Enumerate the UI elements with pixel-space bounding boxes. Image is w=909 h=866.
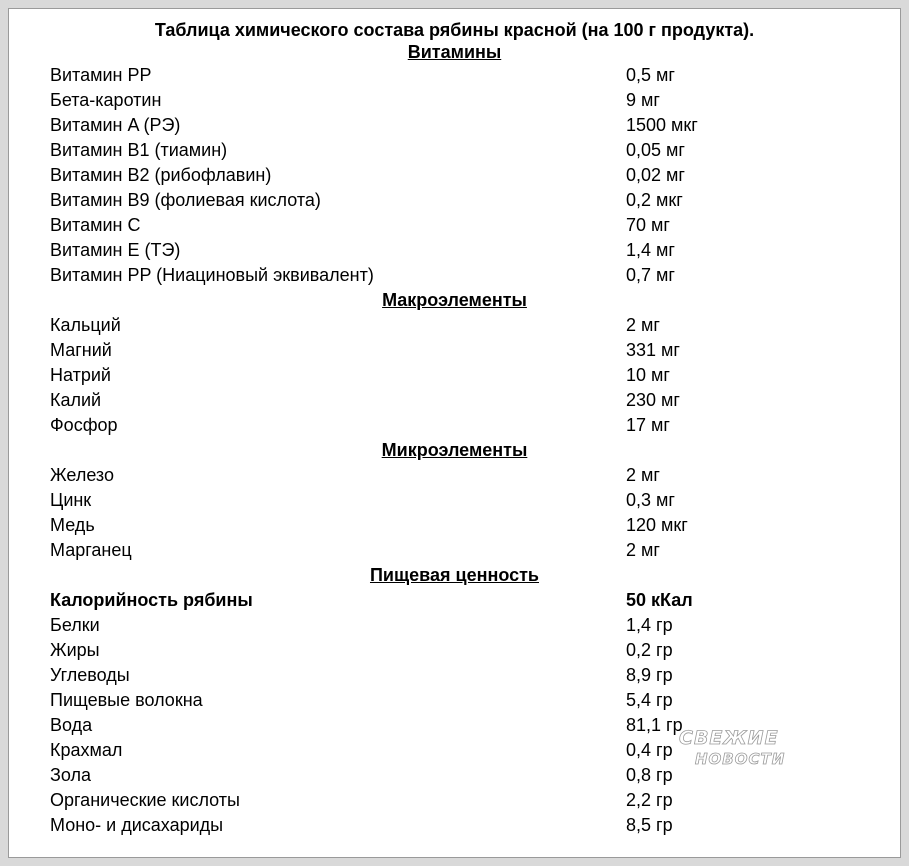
row-name: Бета-каротин bbox=[50, 90, 162, 110]
table-row bbox=[9, 388, 900, 413]
table-row bbox=[9, 688, 900, 713]
table-row bbox=[9, 538, 900, 563]
row-value: 0,5 мг bbox=[626, 65, 675, 85]
table-row bbox=[9, 813, 900, 838]
row-value: 0,2 гр bbox=[626, 640, 673, 660]
row-name: Углеводы bbox=[50, 665, 130, 685]
row-value: 1,4 гр bbox=[626, 615, 673, 635]
row-name: Крахмал bbox=[50, 740, 123, 760]
table-row bbox=[9, 113, 900, 138]
row-name: Кальций bbox=[50, 315, 121, 335]
table-row bbox=[9, 763, 900, 788]
row-name: Магний bbox=[50, 340, 112, 360]
row-value: 8,9 гр bbox=[626, 665, 673, 685]
row-value: 120 мкг bbox=[626, 515, 688, 535]
row-value: 81,1 гр bbox=[626, 715, 683, 735]
row-name: Вода bbox=[50, 715, 93, 735]
row-name: Витамин B1 (тиамин) bbox=[50, 140, 228, 160]
row-name: Пищевые волокна bbox=[50, 690, 203, 710]
row-name: Фосфор bbox=[50, 415, 118, 435]
table-row bbox=[9, 138, 900, 163]
row-value: 2 мг bbox=[626, 315, 660, 335]
table-title: Таблица химического состава рябины красной (на 100 г продукта). bbox=[154, 20, 755, 40]
row-name: Калорийность рябины bbox=[50, 590, 253, 610]
table-row bbox=[9, 238, 900, 263]
row-value: 9 мг bbox=[626, 90, 660, 110]
row-value: 0,8 гр bbox=[626, 765, 673, 785]
row-value: 2 мг bbox=[626, 465, 660, 485]
row-name: Жиры bbox=[50, 640, 100, 660]
section-heading-macroelements: Макроэлементы bbox=[382, 290, 527, 310]
table-row bbox=[9, 663, 900, 688]
table-row bbox=[9, 638, 900, 663]
table-row bbox=[9, 63, 900, 88]
table-row bbox=[9, 788, 900, 813]
table-row bbox=[9, 88, 900, 113]
row-value: 10 мг bbox=[626, 365, 670, 385]
table-row bbox=[9, 163, 900, 188]
row-name: Калий bbox=[50, 390, 102, 410]
section-heading-nutrition: Пищевая ценность bbox=[369, 565, 539, 585]
row-value: 0,7 мг bbox=[626, 265, 675, 285]
composition-table bbox=[9, 41, 900, 838]
row-name: Белки bbox=[50, 615, 100, 635]
row-value: 230 мг bbox=[626, 390, 680, 410]
table-row bbox=[9, 188, 900, 213]
row-name: Зола bbox=[50, 765, 92, 785]
row-name: Цинк bbox=[50, 490, 92, 510]
row-value: 50 кКал bbox=[626, 590, 693, 610]
row-value: 0,3 мг bbox=[626, 490, 675, 510]
section-heading-vitamins: Витамины bbox=[407, 42, 502, 62]
row-value: 2 мг bbox=[626, 540, 660, 560]
table-row bbox=[9, 613, 900, 638]
table-row bbox=[9, 463, 900, 488]
row-name: Витамин B2 (рибофлавин) bbox=[50, 165, 272, 185]
svg-text:СВЕЖИЕ: СВЕЖИЕ bbox=[679, 727, 779, 749]
row-value: 5,4 гр bbox=[626, 690, 673, 710]
row-value: 70 мг bbox=[626, 215, 670, 235]
row-value: 331 мг bbox=[626, 340, 680, 360]
row-value: 1,4 мг bbox=[626, 240, 675, 260]
table-row bbox=[9, 413, 900, 438]
row-name: Железо bbox=[50, 465, 114, 485]
table-row bbox=[9, 713, 900, 738]
row-name: Моно- и дисахариды bbox=[50, 815, 224, 835]
table-row bbox=[9, 738, 900, 763]
table-row bbox=[9, 363, 900, 388]
row-name: Витамин PP (Ниациновый эквивалент) bbox=[50, 265, 374, 285]
row-name: Витамин PP bbox=[50, 65, 152, 85]
table-row bbox=[9, 513, 900, 538]
row-name: Натрий bbox=[50, 365, 111, 385]
section-heading-microelements: Микроэлементы bbox=[381, 440, 528, 460]
document-sheet bbox=[8, 8, 901, 858]
row-name: Органические кислоты bbox=[50, 790, 240, 810]
row-name: Витамин E (ТЭ) bbox=[50, 240, 181, 260]
table-row bbox=[9, 313, 900, 338]
table-row bbox=[9, 263, 900, 288]
table-row bbox=[9, 488, 900, 513]
table-row bbox=[9, 213, 900, 238]
row-name: Витамин C bbox=[50, 215, 141, 235]
svg-text:НОВОСТИ: НОВОСТИ bbox=[695, 750, 786, 768]
row-name: Марганец bbox=[50, 540, 132, 560]
row-value: 2,2 гр bbox=[626, 790, 673, 810]
row-name: Витамин B9 (фолиевая кислота) bbox=[50, 190, 321, 210]
table-row-calories bbox=[9, 588, 900, 613]
row-value: 0,05 мг bbox=[626, 140, 685, 160]
row-name: Медь bbox=[50, 515, 95, 535]
table-row bbox=[9, 338, 900, 363]
row-value: 0,02 мг bbox=[626, 165, 685, 185]
row-value: 0,4 гр bbox=[626, 740, 673, 760]
row-value: 17 мг bbox=[626, 415, 670, 435]
row-value: 8,5 гр bbox=[626, 815, 673, 835]
row-value: 1500 мкг bbox=[626, 115, 698, 135]
row-value: 0,2 мкг bbox=[626, 190, 683, 210]
row-name: Витамин A (РЭ) bbox=[50, 115, 181, 135]
